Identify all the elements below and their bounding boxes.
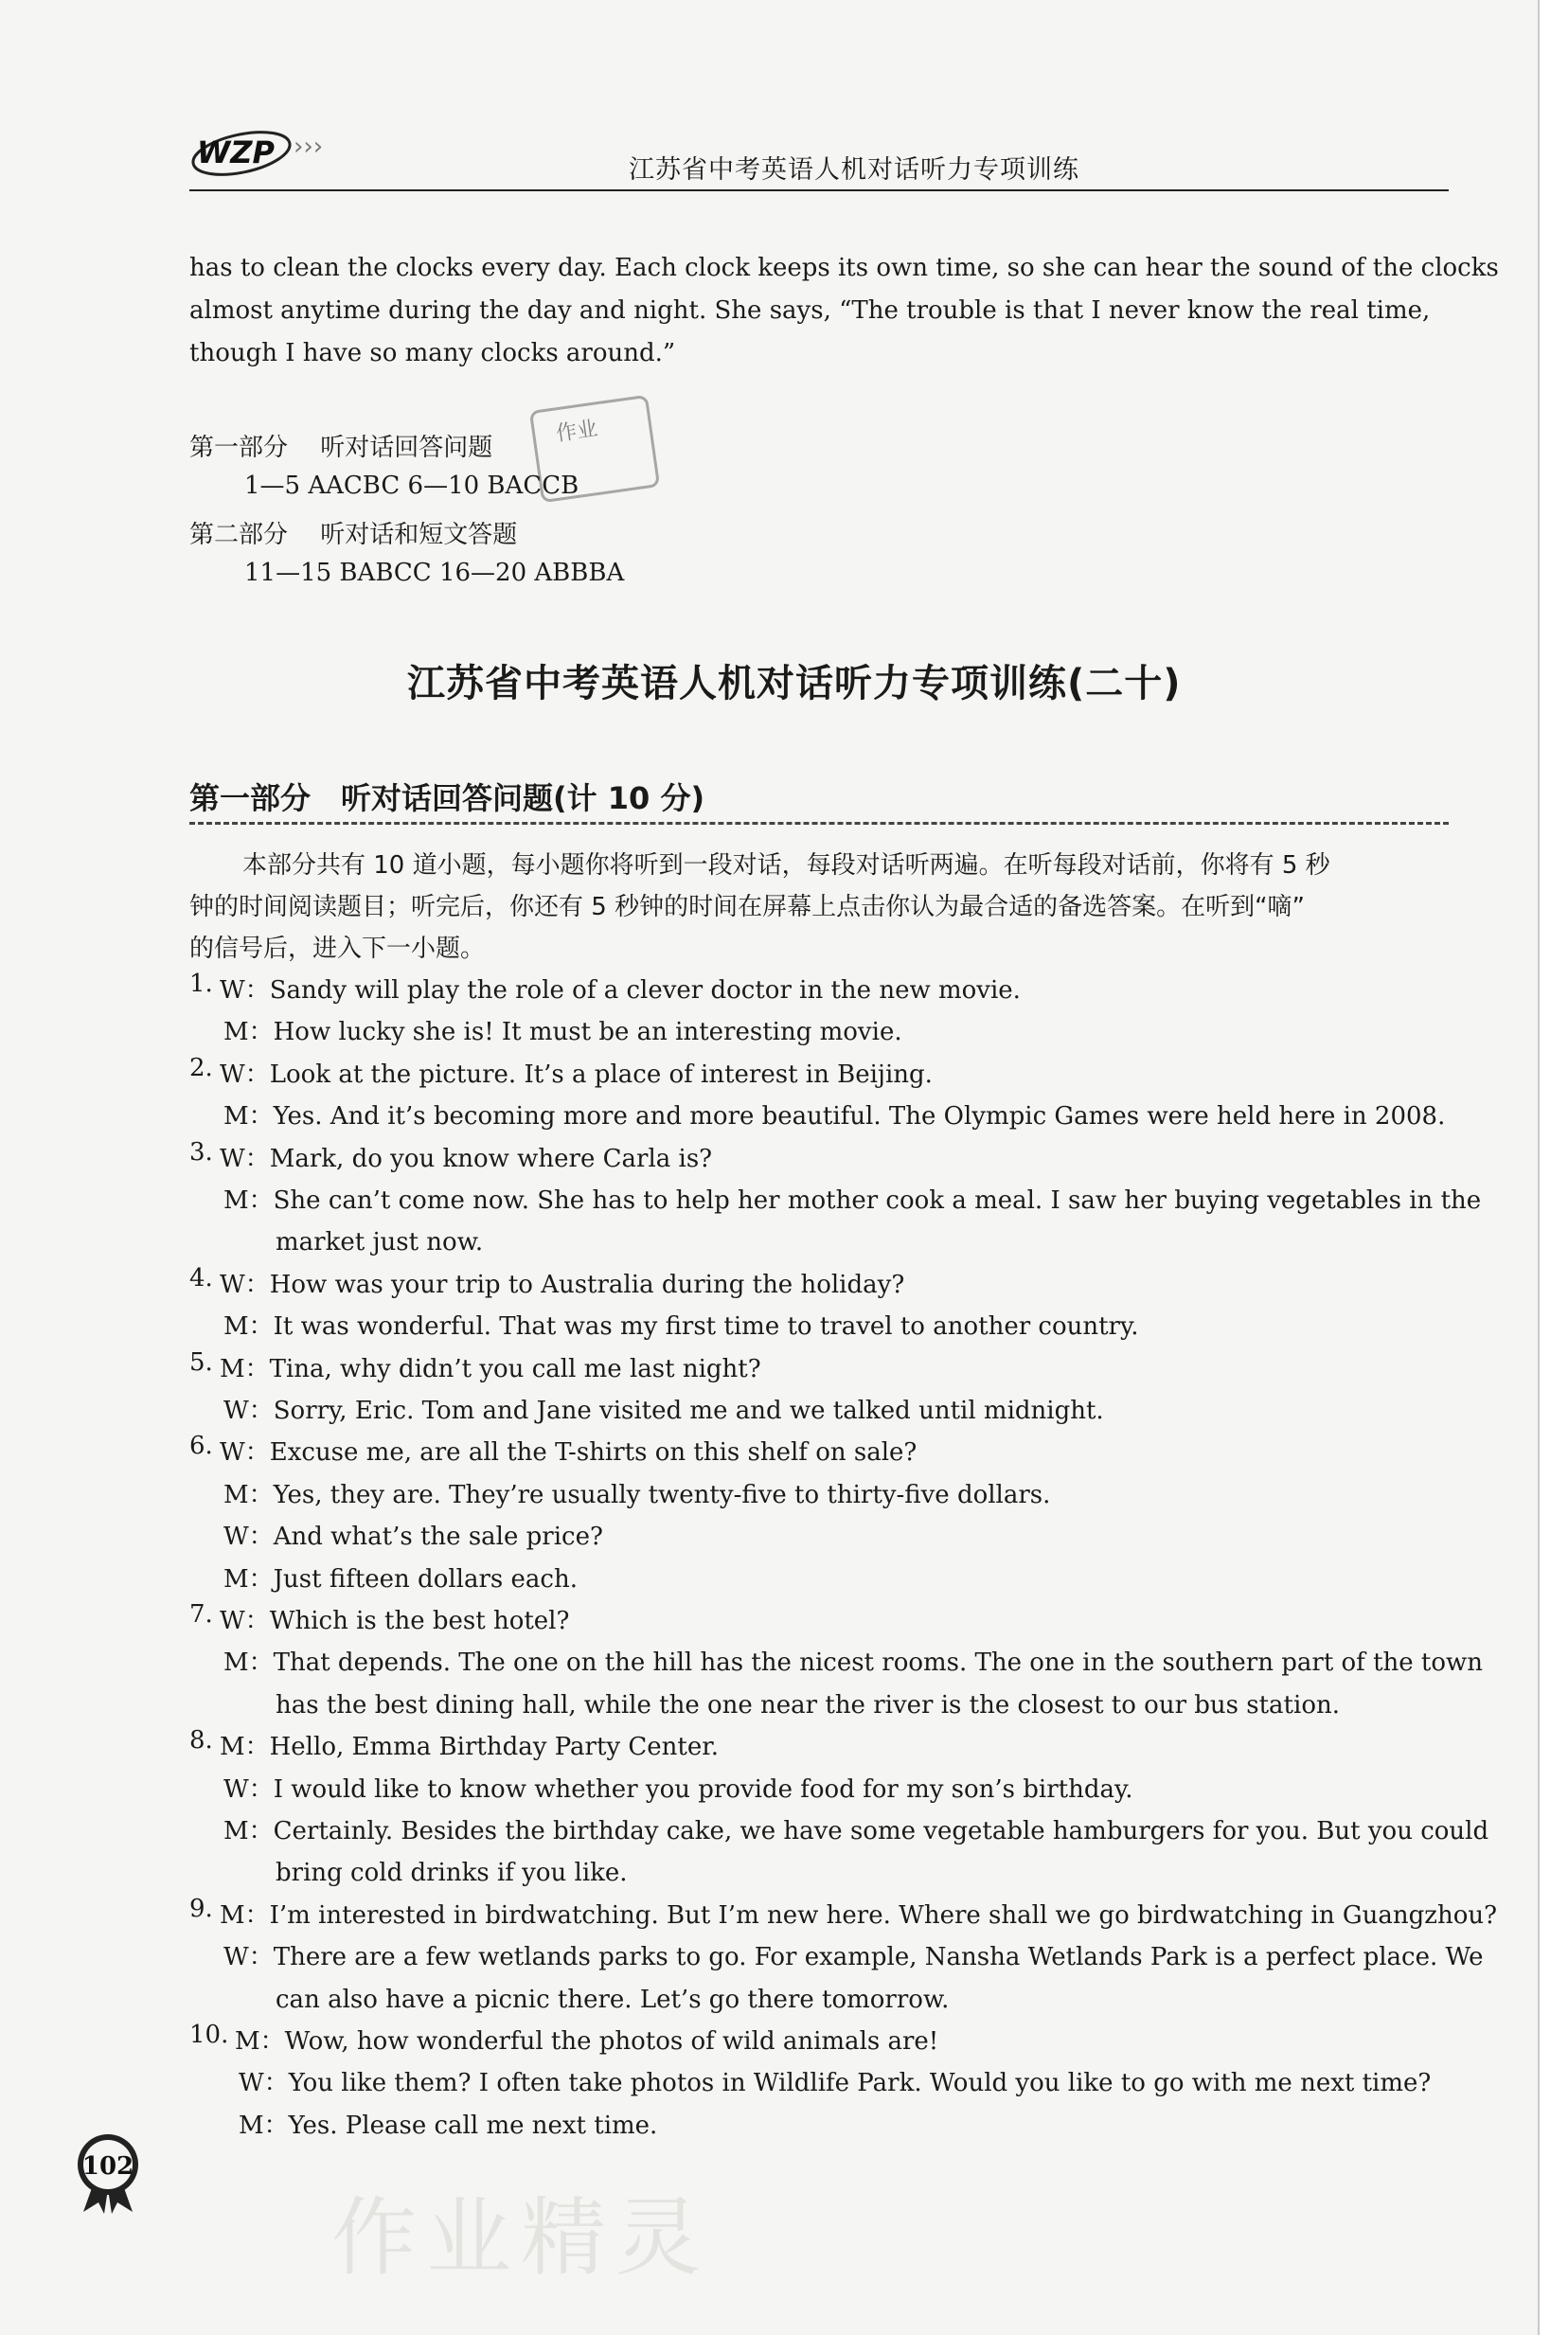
- dialogue-line: [276, 1684, 1340, 1726]
- dialogue-number: 10.: [189, 2021, 229, 2049]
- part1-heading: 第一部分 听对话回答问题(计 10 分): [189, 775, 1449, 825]
- speaker-label: M：: [223, 1312, 274, 1342]
- homework-stamp: 作业: [529, 395, 660, 504]
- dialogue-line: [220, 1348, 761, 1390]
- dialogue-line: [220, 1726, 719, 1768]
- answer-part-label: 第二部分: [189, 521, 289, 549]
- dialogue-line: [276, 1979, 949, 2021]
- speaker-label: M：: [220, 1900, 270, 1930]
- speaker-label: M：: [223, 1649, 274, 1678]
- speaker-label: M：: [239, 2111, 289, 2140]
- passage-line: though I have so many clocks around.”: [189, 339, 676, 367]
- answer-part-title: 听对话和短文答题: [320, 521, 518, 549]
- speaker-label: W：: [223, 1523, 274, 1552]
- dialogue-text: How was your trip to Australia during the holiday?: [269, 1270, 905, 1299]
- dialogue-line: [235, 2021, 938, 2062]
- dialogue-line: [223, 1180, 1481, 1221]
- dialogue-line: [223, 1011, 902, 1053]
- dialogue-number: 8.: [189, 1726, 213, 1756]
- dialogue-text: Which is the best hotel?: [269, 1607, 570, 1635]
- speaker-label: W：: [220, 1144, 270, 1173]
- dialogue-text: Yes, they are. They’re usually twenty-five to thirty-five dollars.: [273, 1480, 1051, 1509]
- dialogue-line: [276, 1221, 483, 1263]
- dialogue-text: Excuse me, are all the T-shirts on this shelf on sale?: [269, 1438, 918, 1468]
- dialogue-number: 2.: [189, 1053, 213, 1082]
- speaker-label: W：: [220, 1060, 270, 1089]
- dialogue-text: I would like to know whether you provide food for my son’s birthday.: [273, 1774, 1133, 1804]
- dialogue-line: [223, 1810, 1488, 1852]
- header-title: 江苏省中考英语人机对话听力专项训练: [629, 155, 1079, 185]
- dialogue-line: [223, 1516, 603, 1558]
- dialogue-line: [223, 1936, 1484, 1978]
- dialogue-number: 7.: [189, 1600, 213, 1629]
- dialogue-text: Wow, how wonderful the photos of wild animals are!: [284, 2027, 939, 2056]
- dialogue-text: How lucky she is! It must be an interesting movie.: [273, 1018, 902, 1047]
- dialogue-text: You like them? I often take photos in Wildlife Park. Would you like to go with me next time?: [288, 2069, 1432, 2098]
- dialogue-line: [276, 1852, 628, 1894]
- dialogue-text: has the best dining hall, while the one near the river is the closest to our bus station.: [276, 1690, 1340, 1720]
- dialogue-text: Sorry, Eric. Tom and Jane visited me and we talked until midnight.: [273, 1397, 1104, 1425]
- speaker-label: W：: [223, 1397, 274, 1425]
- dialogue-text: market just now.: [276, 1228, 484, 1257]
- dialogue-line: [223, 1096, 1445, 1137]
- dialogue-line: [220, 1432, 917, 1473]
- page-number: 102: [81, 2152, 134, 2181]
- dialogue-line: [220, 1895, 1497, 1936]
- speaker-label: M：: [223, 1564, 274, 1594]
- chevrons-icon: ›››: [294, 133, 324, 161]
- dialogue-text: can also have a picnic there. Let’s go there tomorrow.: [276, 1985, 950, 2014]
- dialogue-line: [239, 2105, 657, 2147]
- document-page: WZP ››› 江苏省中考英语人机对话听力专项训练 has to clean the clocks every day. Each clock keeps its own time, so she can hear the sound of the clocks almost anytime during the day and night. She says, “The trouble is that I never know the real time, though I have so many clocks around.” 第一部分 听对话回答问题 1—5 AACBC 6—10 BACCB 第二部分 听对话和短文答题 11—15 BABCC 16—20 ABBBA 作业 江苏省中考英语人机对话听力专项训练(二十) 第一部分 听对话回答问题(计 10 分) 本部分共有 10 道小题，每小题你将听到一段对话，每段对话听两遍。在听每段对话前，你将有 5 秒 钟的时间阅读题目；听完后，你还有 5 秒钟的时间在屏幕上点击你认为最合适的备选答案。在听到“嘀” 的信号后，进入下一小题。 1. W：Sandy will play the role of a clever doctor in the new movie. M：How lucky she is! It must be an interesting movie. 2. W：Look at the picture. It’s a place of interest in Beijing. M：Yes. And it’s becoming more and more beautiful. The Olympic Games were held here in 2008. 3. W：Mark, do you know where Carla is? M：She can’t come now. She has to help her mother cook a meal. I saw her buying vegetables in the market just now. 4. W：How was your trip to Australia during the holiday? M：It was wonderful. That was my first time to travel to another country. 5. M：Tina, why didn’t you call me last night? W：Sorry, Eric. Tom and Jane visited me and we talked until midnight. 6. W：Excuse me, are all the T-shirts on this shelf on sale? M：Yes, they are. They’re usually twenty-five to thirty-five dollars. W：And what’s the sale price? M：Just fifteen dollars each. 7. W：Which is the best hotel? M：That depends. The one on the hill has the nicest rooms. The one in the southern part of the town has the best dining hall, while the one near the river is the closest to our bus station. 8. M：Hello, Emma Birthday Party Center. W：I would like to know whether you provide food for my son’s birthday. M：Certainly. Besides the birthday cake, we have some vegetable hamburgers for you. But you could bring cold drinks if you like. 9. M：I’m interested in birdwatching. But I’m new here. Where shall we go birdwatching in Guangzhou? W：There are a few wetlands parks to go. For example, Nansha Wetlands Park is a perfect place. We can also have a picnic there. Let’s go there tomorrow. 10. M：Wow, how wonderful the photos of wild animals are! W：You like them? I often take photos in Wildlife Park. Would you like to go with me next time? M：Yes. Please call me next time. 102 作业精灵: [0, 0, 1568, 2335]
- dialogue-line: [239, 2062, 1431, 2104]
- dialogue-line: [220, 970, 1021, 1011]
- speaker-label: M：: [220, 1354, 270, 1383]
- dialogue-text: Hello, Emma Birthday Party Center.: [269, 1733, 720, 1762]
- dialogue-text: Yes. Please call me next time.: [288, 2111, 658, 2140]
- speaker-label: W：: [220, 1270, 270, 1299]
- speaker-label: M：: [220, 1733, 270, 1762]
- dialogue-text: That depends. The one on the hill has the nicest rooms. The one in the southern part of the town: [273, 1649, 1484, 1678]
- dialogue-number: 4.: [189, 1263, 213, 1292]
- speaker-label: W：: [220, 976, 270, 1005]
- dialogue-text: I’m interested in birdwatching. But I’m new here. Where shall we go birdwatching in Guangzhou?: [269, 1900, 1498, 1930]
- speaker-label: M：: [223, 1480, 274, 1509]
- dialogue-number: 1.: [189, 970, 213, 998]
- dialogue-line: [220, 1264, 904, 1306]
- dialogue-text: Certainly. Besides the birthday cake, we have some vegetable hamburgers for you. But you could: [273, 1817, 1489, 1845]
- dialogue-text: Just fifteen dollars each.: [273, 1564, 578, 1594]
- speaker-label: W：: [223, 1774, 274, 1804]
- dialogue-text: And what’s the sale price?: [273, 1523, 603, 1552]
- speaker-label: M：: [223, 1102, 274, 1132]
- dialogue-text: She can’t come now. She has to help her mother cook a meal. I saw her buying vegetables in the: [273, 1186, 1482, 1215]
- speaker-label: M：: [223, 1186, 274, 1215]
- speaker-label: W：: [223, 1943, 274, 1972]
- answer-part-label: 第一部分: [189, 434, 289, 462]
- dialogue-text: There are a few wetlands parks to go. For example, Nansha Wetlands Park is a perfect place. We: [273, 1943, 1484, 1972]
- speaker-label: M：: [235, 2027, 285, 2056]
- dialogue-text: bring cold drinks if you like.: [276, 1859, 628, 1888]
- dialogue-line: [223, 1390, 1104, 1432]
- answer-key-line: 11—15 BABCC 16—20 ABBBA: [244, 559, 625, 587]
- dialogue-line: [223, 1306, 1138, 1347]
- dialogue-number: 6.: [189, 1432, 213, 1461]
- section-title: 江苏省中考英语人机对话听力专项训练(二十): [407, 662, 1182, 705]
- page-number-badge: [66, 2130, 150, 2214]
- watermark: 作业精灵: [331, 2188, 710, 2288]
- speaker-label: M：: [223, 1018, 274, 1047]
- speaker-label: M：: [223, 1817, 274, 1845]
- logo-text: WZP: [197, 134, 275, 170]
- dialogue-text: Mark, do you know where Carla is?: [269, 1144, 713, 1173]
- dialogue-number: 9.: [189, 1894, 213, 1923]
- answer-part-title: 听对话回答问题: [320, 434, 493, 462]
- dialogue-text: It was wonderful. That was my first time to travel to another country.: [273, 1312, 1139, 1342]
- dialogue-number: 3.: [189, 1137, 213, 1167]
- dialogue-text: Tina, why didn’t you call me last night?: [269, 1354, 761, 1383]
- dialogue-line: [220, 1600, 569, 1642]
- page-header: [189, 104, 1449, 191]
- dialogue-text: Yes. And it’s becoming more and more beautiful. The Olympic Games were held here in 2008.: [273, 1102, 1446, 1132]
- dialogue-line: [223, 1474, 1050, 1516]
- speaker-label: W：: [220, 1607, 270, 1635]
- passage-line: almost anytime during the day and night. She says, “The trouble is that I never know the real time,: [189, 296, 1431, 325]
- passage-line: has to clean the clocks every day. Each clock keeps its own time, so she can hear the sound of the clocks: [189, 254, 1499, 282]
- dialogue-line: [220, 1054, 933, 1096]
- speaker-label: W：: [220, 1438, 270, 1468]
- dialogue-number: 5.: [189, 1347, 213, 1377]
- dialogue-line: [220, 1138, 712, 1180]
- dialogue-line: [223, 1559, 578, 1600]
- dialogue-text: Look at the picture. It’s a place of interest in Beijing.: [269, 1060, 933, 1089]
- answer-key-line: 1—5 AACBC 6—10 BACCB: [244, 472, 579, 500]
- page-edge: [1538, 0, 1568, 2335]
- dialogue-text: Sandy will play the role of a clever doctor in the new movie.: [269, 976, 1021, 1005]
- speaker-label: W：: [239, 2069, 289, 2098]
- dialogue-line: [223, 1642, 1483, 1684]
- dialogue-line: [223, 1769, 1133, 1810]
